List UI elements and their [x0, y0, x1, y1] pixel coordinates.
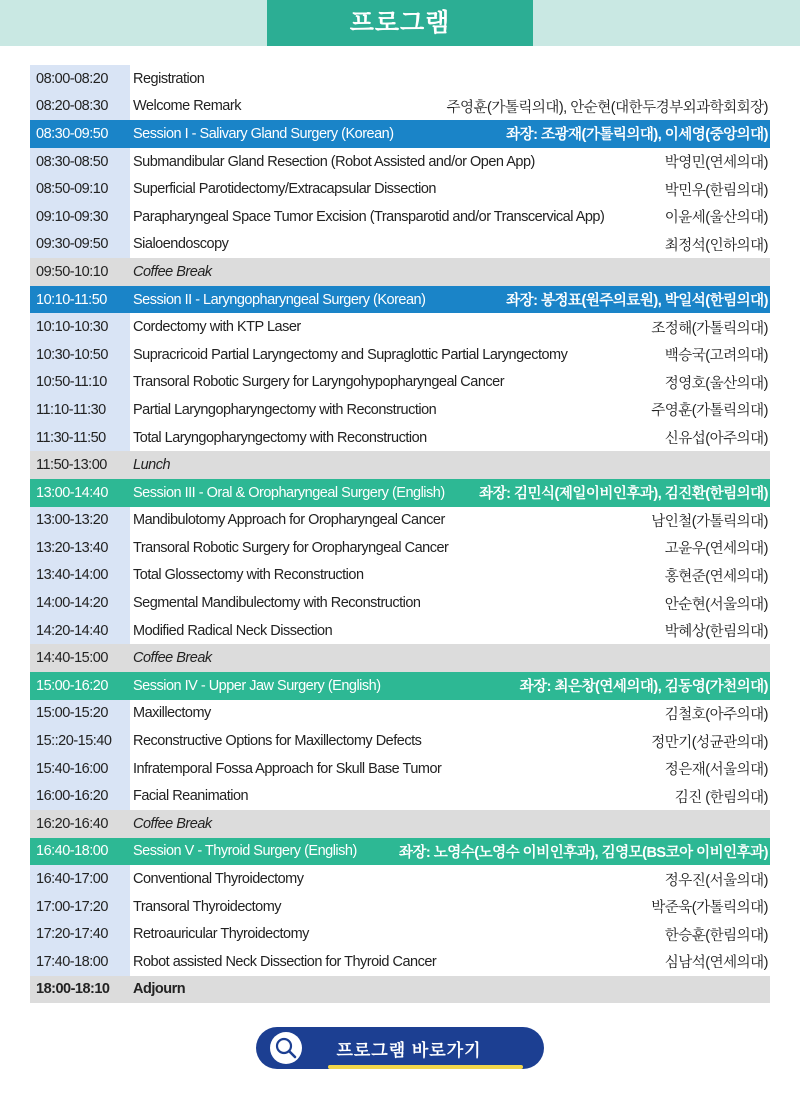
schedule-row — [30, 231, 770, 259]
talk-title: Lunch — [133, 457, 171, 474]
time-slot: 16:40-17:00 — [30, 865, 130, 893]
session-header-row — [30, 838, 770, 866]
speaker-name: 이윤세(울산의대) — [664, 210, 768, 227]
break-row — [30, 810, 770, 838]
time-slot: 15:00-16:20 — [36, 677, 108, 694]
talk-title: Total Glossectomy with Reconstruction — [133, 567, 364, 584]
talk-title: Segmental Mandibulectomy with Reconstruction — [133, 595, 421, 612]
break-row — [30, 258, 770, 286]
speaker-name: 박혜상(한림의대) — [664, 624, 768, 641]
speaker-name: 조정해(가톨릭의대) — [651, 320, 768, 337]
session-chairs: 좌장: 최은창(연세의대), 김동영(가천의대) — [519, 679, 768, 696]
speaker-name: 백승국(고려의대) — [664, 348, 768, 365]
time-slot: 11:10-11:30 — [30, 396, 130, 424]
speaker-name: 안순현(서울의대) — [664, 596, 768, 613]
schedule-row — [30, 65, 770, 93]
time-slot: 08:30-09:50 — [36, 125, 108, 142]
talk-title: Parapharyngeal Space Tumor Excision (Transparotid and/or Transcervical App) — [133, 208, 605, 225]
session-title: Session III - Oral & Oropharyngeal Surgery (English) — [133, 484, 445, 501]
session-title: Session I - Salivary Gland Surgery (Korean) — [133, 125, 394, 142]
speaker-name: 최정석(인하의대) — [664, 237, 768, 254]
speaker-name: 김철호(아주의대) — [664, 706, 768, 723]
speaker-name: 한승훈(한림의대) — [664, 927, 768, 944]
time-slot: 08:30-08:50 — [30, 148, 130, 176]
session-title: Session V - Thyroid Surgery (English) — [133, 843, 357, 860]
schedule-row — [30, 507, 770, 535]
speaker-name: 주영훈(가톨릭의대) — [651, 403, 768, 420]
time-slot: 10:10-10:30 — [30, 313, 130, 341]
talk-title: Adjourn — [133, 981, 186, 998]
speaker-name: 정영호(울산의대) — [664, 375, 768, 392]
time-slot: 16:40-18:00 — [36, 843, 108, 860]
schedule-row — [30, 369, 770, 397]
talk-title: Coffee Break — [133, 263, 212, 280]
schedule-row — [30, 203, 770, 231]
speaker-name: 박민우(한림의대) — [664, 182, 768, 199]
session-chairs: 좌장: 김민식(제일이비인후과), 김진환(한림의대) — [479, 486, 768, 503]
talk-title: Retroauricular Thyroidectomy — [133, 926, 309, 943]
session-chairs: 좌장: 노영수(노영수 이비인후과), 김영모(BS코아 이비인후과) — [398, 844, 768, 861]
speaker-name: 정우진(서울의대) — [664, 872, 768, 889]
speaker-name: 고윤우(연세의대) — [664, 541, 768, 558]
schedule-row — [30, 920, 770, 948]
talk-title: Coffee Break — [133, 650, 212, 667]
time-slot: 15::20-15:40 — [30, 727, 130, 755]
session-title: Session IV - Upper Jaw Surgery (English) — [133, 677, 381, 694]
talk-title: Conventional Thyroidectomy — [133, 871, 304, 888]
session-header-row — [30, 672, 770, 700]
speaker-name: 신유섭(아주의대) — [664, 431, 768, 448]
time-slot: 15:40-16:00 — [30, 755, 130, 783]
time-slot: 09:10-09:30 — [30, 203, 130, 231]
schedule-row — [30, 755, 770, 783]
schedule-row — [30, 175, 770, 203]
time-slot: 10:10-11:50 — [36, 291, 107, 308]
talk-title: Maxillectomy — [133, 705, 211, 722]
speaker-name: 박준욱(가톨릭의대) — [651, 900, 768, 917]
talk-title: Superficial Parotidectomy/Extracapsular Dissection — [133, 181, 436, 198]
talk-title: Total Laryngopharyngectomy with Reconstruction — [133, 429, 427, 446]
talk-title: Welcome Remark — [133, 98, 241, 115]
time-slot: 18:00-18:10 — [36, 981, 110, 998]
program-link-button[interactable] — [256, 1027, 544, 1069]
talk-title: Modified Radical Neck Dissection — [133, 622, 333, 639]
button-underline — [328, 1065, 523, 1069]
speaker-name: 정은재(서울의대) — [664, 762, 768, 779]
schedule-row — [30, 976, 770, 1004]
schedule-row — [30, 893, 770, 921]
speaker-name: 남인철(가톨릭의대) — [651, 513, 768, 530]
talk-title: Supracricoid Partial Laryngectomy and Supraglottic Partial Laryngectomy — [133, 346, 568, 363]
talk-title: Coffee Break — [133, 815, 212, 832]
talk-title: Reconstructive Options for Maxillectomy Defects — [133, 733, 422, 750]
time-slot: 13:00-14:40 — [36, 484, 108, 501]
time-slot: 08:50-09:10 — [30, 175, 130, 203]
talk-title: Transoral Robotic Surgery for Oropharyngeal Cancer — [133, 539, 449, 556]
schedule-row — [30, 148, 770, 176]
talk-title: Robot assisted Neck Dissection for Thyroid Cancer — [133, 953, 437, 970]
talk-title: Infratemporal Fossa Approach for Skull Base Tumor — [133, 760, 442, 777]
schedule-row — [30, 700, 770, 728]
time-slot: 17:20-17:40 — [30, 920, 130, 948]
time-slot: 09:50-10:10 — [36, 263, 108, 280]
break-row — [30, 451, 770, 479]
schedule-row — [30, 617, 770, 645]
page-title: 프로그램 — [267, 0, 533, 46]
schedule-row — [30, 341, 770, 369]
time-slot: 13:20-13:40 — [30, 534, 130, 562]
time-slot: 10:50-11:10 — [30, 369, 130, 397]
talk-title: Transoral Robotic Surgery for Laryngohypopharyngeal Cancer — [133, 374, 505, 391]
talk-title: Sialoendoscopy — [133, 236, 229, 253]
time-slot: 11:50-13:00 — [36, 457, 107, 474]
speaker-name: 정만기(성균관의대) — [651, 734, 768, 751]
time-slot: 13:00-13:20 — [30, 507, 130, 535]
time-slot: 17:00-17:20 — [30, 893, 130, 921]
schedule-row — [30, 589, 770, 617]
time-slot: 16:00-16:20 — [30, 782, 130, 810]
session-chairs: 좌장: 봉정표(원주의료원), 박일석(한림의대) — [506, 293, 768, 310]
session-title: Session II - Laryngopharyngeal Surgery (Korean) — [133, 291, 426, 308]
program-schedule — [30, 65, 770, 1003]
schedule-row — [30, 865, 770, 893]
schedule-row — [30, 727, 770, 755]
session-header-row — [30, 120, 770, 148]
schedule-row — [30, 534, 770, 562]
speaker-name: 박영민(연세의대) — [664, 155, 768, 172]
time-slot: 14:20-14:40 — [30, 617, 130, 645]
time-slot: 15:00-15:20 — [30, 700, 130, 728]
session-header-row — [30, 479, 770, 507]
break-row — [30, 644, 770, 672]
schedule-row — [30, 424, 770, 452]
speaker-name: 심남석(연세의대) — [664, 955, 768, 972]
schedule-row — [30, 313, 770, 341]
talk-title: Cordectomy with KTP Laser — [133, 319, 301, 336]
talk-title: Facial Reanimation — [133, 788, 249, 805]
time-slot: 16:20-16:40 — [36, 815, 108, 832]
schedule-row — [30, 93, 770, 121]
time-slot: 08:00-08:20 — [30, 65, 130, 93]
time-slot: 08:20-08:30 — [30, 93, 130, 121]
time-slot: 13:40-14:00 — [30, 562, 130, 590]
schedule-row — [30, 396, 770, 424]
schedule-row — [30, 948, 770, 976]
time-slot: 09:30-09:50 — [30, 231, 130, 259]
session-header-row — [30, 286, 770, 314]
talk-title: Submandibular Gland Resection (Robot Assisted and/or Open App) — [133, 153, 535, 170]
time-slot: 10:30-10:50 — [30, 341, 130, 369]
program-link-label: 프로그램 바로가기 — [336, 1040, 482, 1060]
time-slot: 14:00-14:20 — [30, 589, 130, 617]
speaker-name: 김진 (한림의대) — [674, 789, 768, 806]
speaker-name: 주영훈(가톨릭의대), 안순현(대한두경부외과학회회장) — [446, 99, 768, 116]
talk-title: Mandibulotomy Approach for Oropharyngeal Cancer — [133, 512, 445, 529]
time-slot: 11:30-11:50 — [30, 424, 130, 452]
talk-title: Registration — [133, 70, 205, 87]
session-chairs: 좌장: 조광재(가톨릭의대), 이세영(중앙의대) — [506, 127, 768, 144]
time-slot: 14:40-15:00 — [36, 650, 108, 667]
talk-title: Transoral Thyroidectomy — [133, 898, 282, 915]
schedule-row — [30, 562, 770, 590]
speaker-name: 홍현준(연세의대) — [664, 568, 768, 585]
talk-title: Partial Laryngopharyngectomy with Reconstruction — [133, 401, 437, 418]
time-slot: 17:40-18:00 — [30, 948, 130, 976]
schedule-row — [30, 782, 770, 810]
